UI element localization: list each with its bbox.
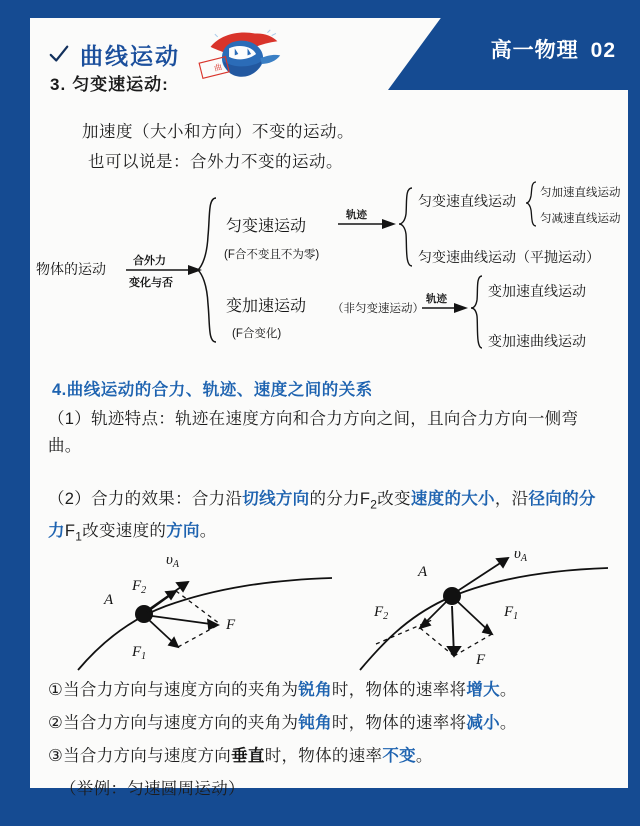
tree-branch2-paren: （非匀变速运动） bbox=[332, 303, 424, 315]
p2-hl2: 速度的大小 bbox=[410, 490, 495, 508]
p2-t2: 的分力F bbox=[309, 490, 371, 508]
p2-hl4: 方向 bbox=[166, 522, 200, 541]
conclusion-2-t2: 时，物体的速率将 bbox=[331, 714, 467, 732]
tree-svg bbox=[30, 176, 628, 366]
tree-branch2-note: (F合变化) bbox=[232, 328, 282, 340]
conclusion-1-t1: 当合力方向与速度方向的夹角为 bbox=[63, 681, 299, 699]
tree-root-label: 物体的运动 bbox=[36, 261, 106, 277]
right-f2-label: $F_2$ bbox=[374, 604, 389, 622]
conclusion-3 bbox=[48, 742, 433, 766]
tree-b1-c1-label: 匀变速直线运动 bbox=[418, 193, 516, 209]
p2-t5: F bbox=[64, 522, 76, 541]
tree-b2-child-1: 变加速直线运动 bbox=[488, 283, 586, 299]
section-3-line-1: 加速度（大小和方向）不变的运动。 bbox=[82, 123, 354, 141]
conclusion-3-t3: 。 bbox=[415, 747, 433, 765]
tree-root-arrow-label-bottom: 变化与否 bbox=[129, 277, 173, 289]
right-f-label: F bbox=[476, 652, 486, 668]
conclusion-3-marker: ③ bbox=[48, 747, 64, 765]
tree-branch1-arrow-label: 轨迹 bbox=[346, 209, 367, 221]
section-3-heading bbox=[50, 70, 169, 95]
left-figure-svg bbox=[70, 528, 360, 678]
left-f-label: F bbox=[226, 617, 236, 633]
banner-label bbox=[491, 34, 616, 64]
p2-sub1: 2 bbox=[370, 497, 378, 512]
section-3-line-2: 也可以说是：合外力不变的运动。 bbox=[88, 153, 343, 171]
conclusion-2-hl1: 钝角 bbox=[298, 714, 332, 732]
page-title-row bbox=[48, 36, 282, 72]
conclusion-2-t1: 当合力方向与速度方向的夹角为 bbox=[63, 714, 299, 732]
classification-tree-diagram bbox=[30, 176, 628, 366]
tree-branch1-note: (F合不变且不为零) bbox=[224, 249, 320, 261]
content-card bbox=[30, 18, 628, 798]
conclusion-1-hl1: 锐角 bbox=[298, 681, 332, 699]
left-f2-label: $F_2$ bbox=[132, 578, 147, 596]
conclusion-2-hl2: 减小 bbox=[466, 714, 500, 732]
right-f1-label: $F_1$ bbox=[504, 604, 519, 622]
conclusion-1-t3: 。 bbox=[499, 681, 517, 699]
conclusion-1-t2: 时，物体的速率将 bbox=[331, 681, 467, 699]
p2-t1: （2）合力的效果：合力沿 bbox=[48, 490, 243, 508]
conclusion-3-hl2: 不变 bbox=[382, 747, 416, 765]
obtuse-angle-force-diagram bbox=[340, 528, 630, 678]
right-velocity-label: $\upsilon_A$ bbox=[514, 546, 527, 564]
conclusion-1 bbox=[48, 676, 517, 700]
section-3-number: 3. bbox=[50, 75, 67, 94]
svg-text:曲: 曲 bbox=[213, 62, 223, 73]
p2-t3: 改变 bbox=[377, 490, 411, 508]
section-3-title: 匀变速运动: bbox=[72, 75, 169, 94]
tree-branch1-label: 匀变速运动 bbox=[226, 218, 307, 235]
p2-t4: ，沿 bbox=[494, 490, 529, 508]
tree-branch2-label: 变加速运动 bbox=[226, 298, 307, 315]
tree-b1-c1-child-1: 匀加速直线运动 bbox=[540, 187, 621, 199]
force-diagrams bbox=[30, 528, 628, 678]
p2-t7: 。 bbox=[199, 522, 217, 541]
tree-b1-c2-label: 匀变速曲线运动（平抛运动） bbox=[418, 249, 600, 265]
tree-root-arrow-label-top: 合外力 bbox=[133, 255, 166, 267]
content-body bbox=[30, 18, 628, 798]
left-f1-label: $F_1$ bbox=[132, 644, 147, 662]
example-line: （举例：匀速圆周运动） bbox=[60, 780, 245, 798]
conclusion-1-marker: ① bbox=[48, 681, 64, 699]
section-4-heading: 4.曲线运动的合力、轨迹、速度之间的关系 bbox=[52, 381, 373, 399]
conclusion-2-marker: ② bbox=[48, 714, 64, 732]
section-4-paragraph-1: （1）轨迹特点：轨迹在速度方向和合力方向之间，且向合力方向一侧弯曲。 bbox=[48, 410, 579, 455]
page-title: 曲线运动 bbox=[80, 42, 180, 69]
tree-b2-child-2: 变加速曲线运动 bbox=[488, 333, 586, 349]
banner-number: 02 bbox=[590, 39, 616, 62]
conclusion-2 bbox=[48, 709, 517, 733]
conclusion-3-hl1: 垂直 bbox=[231, 747, 265, 765]
banner-subject: 高一物理 bbox=[490, 39, 579, 62]
acute-angle-force-diagram bbox=[70, 528, 360, 678]
conclusion-3-t1: 当合力方向与速度方向 bbox=[63, 747, 232, 765]
left-point-label: A bbox=[104, 592, 114, 608]
p2-t6: 改变速度的 bbox=[82, 522, 167, 541]
superhero-penguin-mascot-icon bbox=[196, 27, 282, 81]
p2-hl3: 径向的分力 bbox=[48, 490, 596, 541]
conclusion-3-t2: 时，物体的速率 bbox=[264, 747, 383, 765]
right-figure-svg bbox=[340, 528, 630, 678]
tree-branch2-arrow-label: 轨迹 bbox=[426, 293, 447, 305]
left-velocity-label: $\upsilon_A$ bbox=[166, 552, 179, 570]
check-icon bbox=[48, 43, 70, 65]
right-point-label: A bbox=[418, 564, 428, 580]
p2-sub2: 1 bbox=[75, 529, 83, 544]
conclusion-2-t3: 。 bbox=[499, 714, 517, 732]
conclusion-1-hl2: 增大 bbox=[466, 681, 500, 699]
tree-b1-c1-child-2: 匀减速直线运动 bbox=[540, 213, 621, 225]
p2-hl1: 切线方向 bbox=[242, 490, 310, 508]
